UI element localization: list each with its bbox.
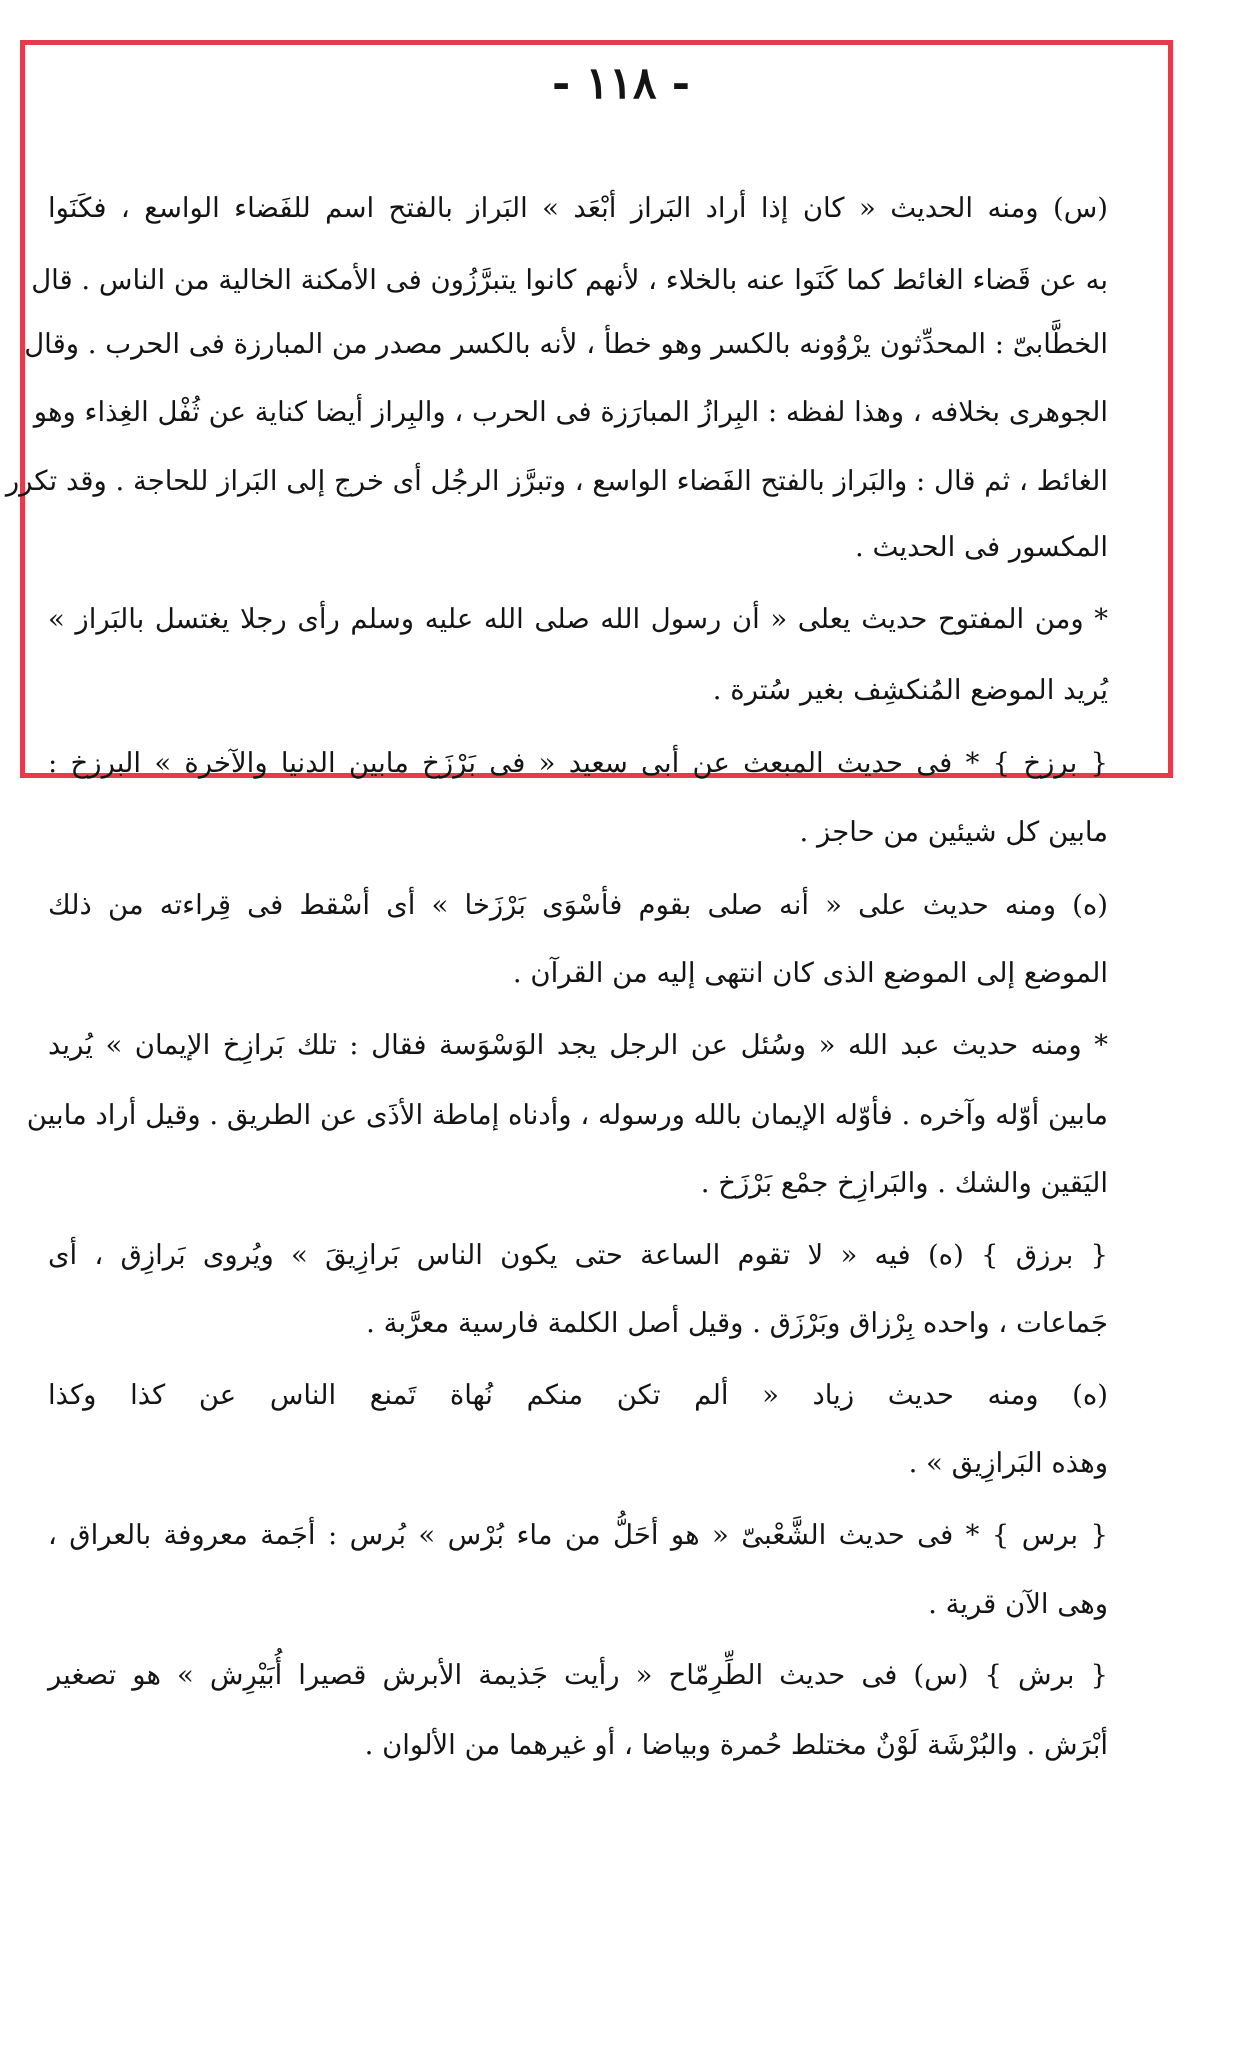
text-line: مابين كل شيئين من حاجز . (799, 816, 1108, 848)
text-line: الغائط ، ثم قال : والبَراز بالفتح الفَضاء الواسع ، وتبرَّز الرجُل أى خرج إلى البَراز للحاجة . وقد تكرر (5, 465, 1108, 497)
text-line: (ه) ومنه حديث على « أنه صلى بقوم فأسْوَى بَرْزَخا » أى أسْقط فى قِراءته من ذلك (48, 889, 1108, 921)
text-line: المكسور فى الحديث . (854, 531, 1108, 563)
text-line: { برزخ } * فى حديث المبعث عن أبى سعيد « فى بَرْزَخ مابين الدنيا والآخرة » البرزخ : (48, 747, 1108, 779)
text-line: جَماعات ، واحده بِرْزاق وبَرْزَق . وقيل أصل الكلمة فارسية معرَّبة . (366, 1307, 1108, 1339)
text-line: الموضع إلى الموضع الذى كان انتهى إليه من القرآن . (512, 957, 1108, 989)
text-line: { برس } * فى حديث الشَّعْبىّ « هو أحَلُّ من ماء بُرْس » بُرس : أجَمة معروفة بالعراق ، (48, 1519, 1108, 1551)
text-line: (ه) ومنه حديث زياد « ألم تكن منكم نُهاة تَمنع الناس عن كذا وكذا (48, 1379, 1108, 1411)
text-line: * ومن المفتوح حديث يعلى « أن رسول الله صلى الله عليه وسلم رأى رجلا يغتسل بالبَراز » (48, 603, 1108, 635)
page-number: - ١١٨ - (551, 58, 691, 109)
text-line: الجوهرى بخلافه ، وهذا لفظه : البِرازُ المبارَزة فى الحرب ، والبِراز أيضا كناية عن ثُفْل الغِذاء وهو (33, 396, 1108, 428)
text-line: { برزق } (ه) فيه « لا تقوم الساعة حتى يكون الناس بَرازِيقَ » ويُروى بَرازِق ، أى (48, 1239, 1108, 1271)
text-line: اليَقين والشك . والبَرازِخ جمْع بَرْزَخ . (700, 1167, 1108, 1199)
text-line: أبْرَش . والبُرْشَة لَوْنٌ مختلط حُمرة وبياضا ، أو غيرهما من الألوان . (364, 1729, 1108, 1761)
text-line: * ومنه حديث عبد الله « وسُئل عن الرجل يجد الوَسْوَسة فقال : تلك بَرازِخ الإيمان » يُريد (48, 1029, 1108, 1061)
text-line: (س) ومنه الحديث « كان إذا أراد البَراز أبْعَد » البَراز بالفتح اسم للفَضاء الواسع ، فكَنَوا (48, 192, 1108, 224)
text-line: يُريد الموضع المُنكشِف بغير سُترة . (712, 674, 1108, 706)
text-line: الخطَّابىّ : المحدِّثون يرْوُونه بالكسر وهو خطأ ، لأنه بالكسر مصدر من المبارزة فى الحرب . وقال (24, 328, 1108, 360)
text-line: به عن قَضاء الغائط كما كَنَوا عنه بالخلاء ، لأنهم كانوا يتبرَّزُون فى الأمكنة الخالية من الناس . قال (31, 264, 1108, 296)
text-line: وهذه البَرازِيق » . (908, 1447, 1108, 1479)
text-line: وهى الآن قرية . (928, 1588, 1108, 1620)
text-line: مابين أوّله وآخره . فأوّله الإيمان بالله ورسوله ، وأدناه إماطة الأذَى عن الطريق . وقيل أراد مابين (26, 1099, 1108, 1131)
text-line: { برش } (س) فى حديث الطِّرِمّاح « رأيت جَذيمة الأبرش قصيرا أُبَيْرِش » هو تصغير (48, 1659, 1108, 1691)
